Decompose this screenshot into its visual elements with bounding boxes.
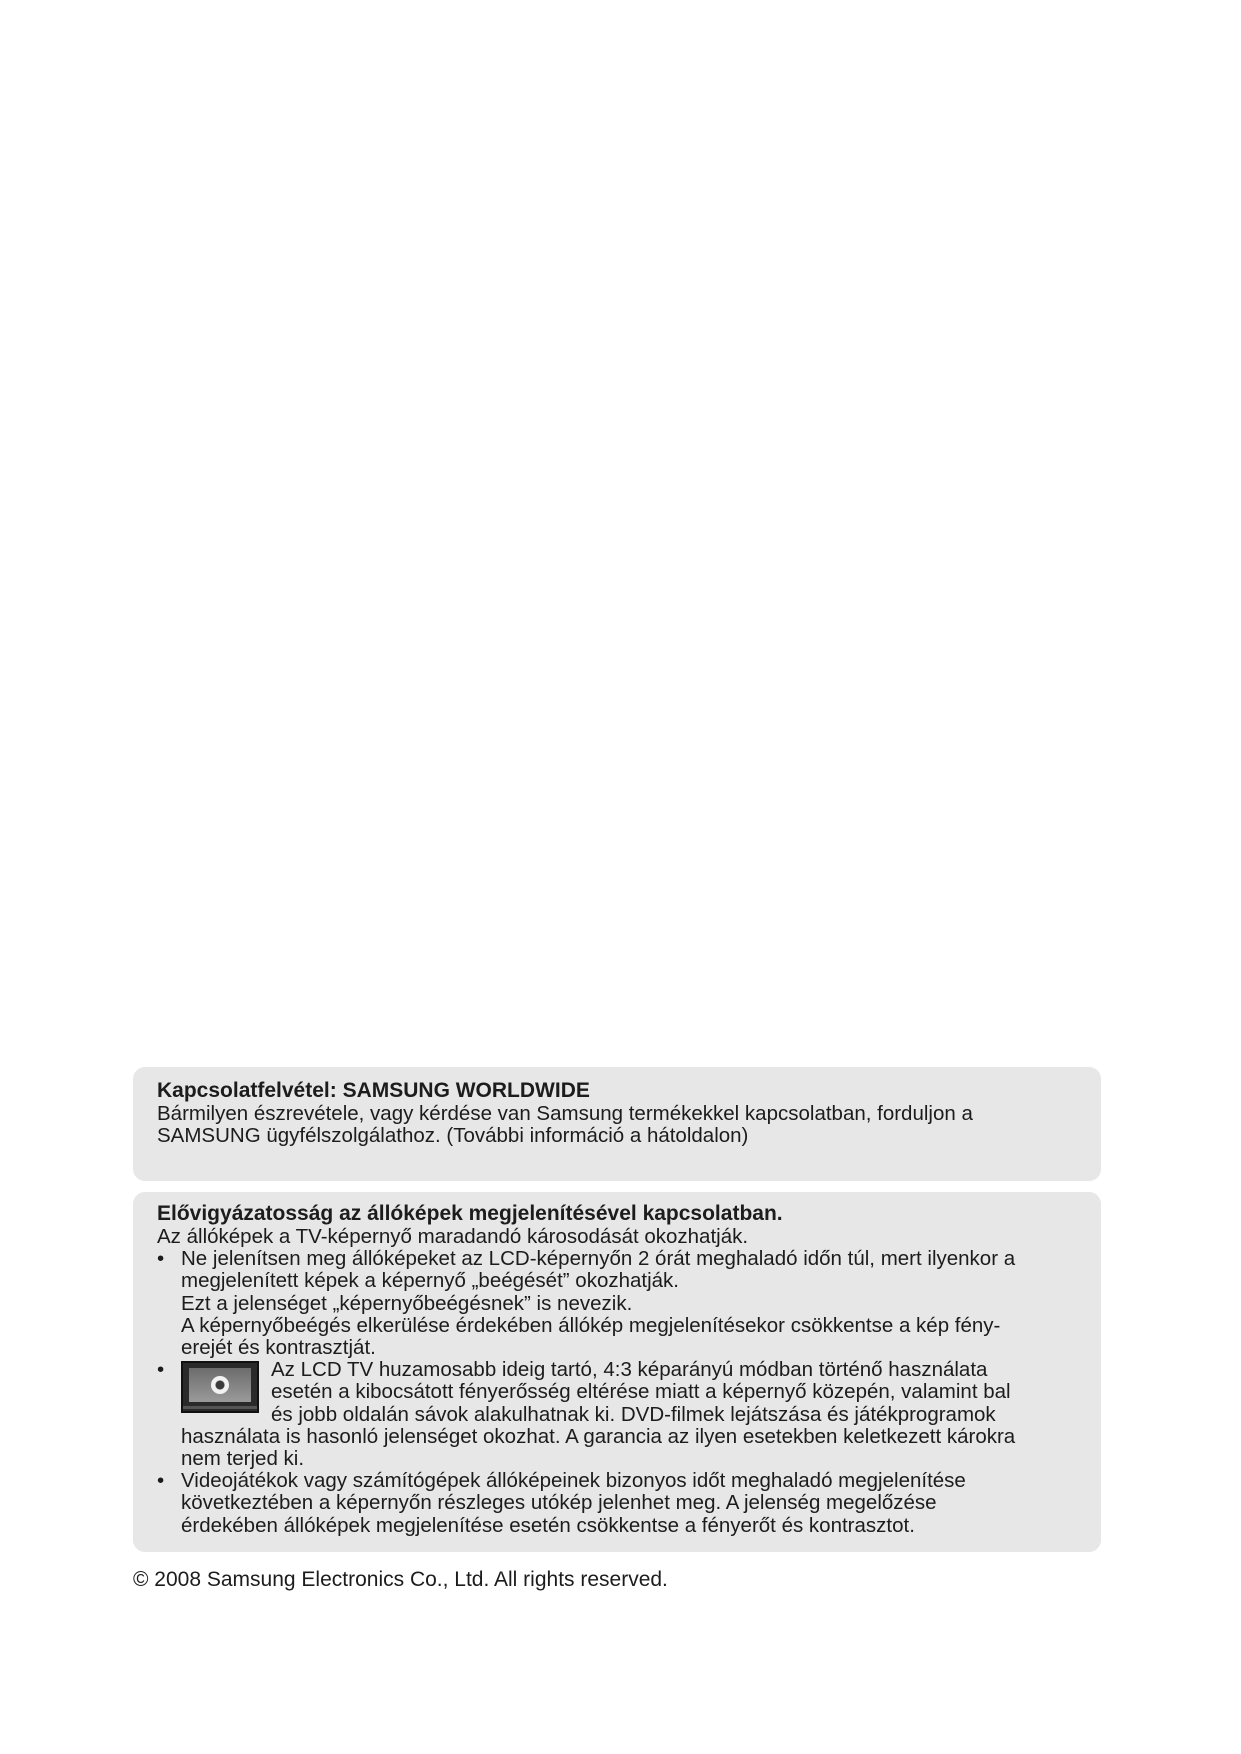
- bullet-3-line-2: következtében a képernyőn részleges utókép jelenhet meg. A jelenség megelőzése: [181, 1491, 937, 1515]
- tv-illustration-icon: [181, 1361, 259, 1413]
- bullet-mark: •: [157, 1358, 165, 1382]
- bullet-2-line-3: és jobb oldalán sávok alakulhatnak ki. DVD-filmek lejátszása és játékprogramok: [271, 1402, 996, 1426]
- bullet-2-line-1: Az LCD TV huzamosabb ideig tartó, 4:3 képarányú módban történő használata: [271, 1358, 988, 1382]
- bullet-1-line-2: megjelenített képek a képernyő „beégését” okozhatják.: [181, 1269, 679, 1293]
- contact-text-line-2: SAMSUNG ügyfélszolgálathoz. (További információ a hátoldalon): [157, 1124, 749, 1148]
- bullet-1-line-3: Ezt a jelenséget „képernyőbeégésnek” is nevezik.: [181, 1291, 633, 1315]
- bullet-mark: •: [157, 1469, 165, 1493]
- bullet-2-line-4: használata is hasonló jelenséget okozhat. A garancia az ilyen esetekben keletkezett károkra: [181, 1424, 1016, 1448]
- bullet-mark: •: [157, 1247, 165, 1271]
- still-image-caution-box: [133, 1192, 1101, 1552]
- caution-bullet-3: [157, 1470, 1077, 1537]
- bullet-2-line-2: esetén a kibocsátott fényerősség eltérése miatt a képernyő közepén, valamint bal: [271, 1380, 1011, 1404]
- bullet-1-line-4: A képernyőbeégés elkerülése érdekében állókép megjelenítésekor csökkentse a kép fény-: [181, 1313, 1001, 1337]
- contact-title: Kapcsolatfelvétel: SAMSUNG WORLDWIDE: [157, 1079, 590, 1102]
- bullet-3-line-3: érdekében állóképek megjelenítése esetén csökkentse a fényerőt és kontrasztot.: [181, 1513, 915, 1537]
- caution-bullet-1: [157, 1248, 1077, 1359]
- bullet-1-line-1: Ne jelenítsen meg állóképeket az LCD-képernyőn 2 órát meghaladó időn túl, mert ilyenkor a: [181, 1247, 1016, 1271]
- bullet-3-line-1: Videojátékok vagy számítógépek állóképeinek bizonyos időt meghaladó megjelenítése: [181, 1469, 966, 1493]
- caution-title: Elővigyázatosság az állóképek megjelenítésével kapcsolatban.: [157, 1202, 783, 1225]
- bullet-2-line-5: nem terjed ki.: [181, 1447, 305, 1471]
- caution-intro: Az állóképek a TV-képernyő maradandó károsodását okozhatják.: [157, 1225, 749, 1248]
- copyright-notice: © 2008 Samsung Electronics Co., Ltd. All rights reserved.: [133, 1568, 668, 1591]
- bullet-1-line-5: erejét és kontrasztját.: [181, 1336, 376, 1360]
- caution-bullet-2: [157, 1359, 1077, 1470]
- contact-info-box: [133, 1067, 1101, 1181]
- contact-text-line-1: Bármilyen észrevétele, vagy kérdése van Samsung termékekkel kapcsolatban, forduljon a: [157, 1102, 973, 1125]
